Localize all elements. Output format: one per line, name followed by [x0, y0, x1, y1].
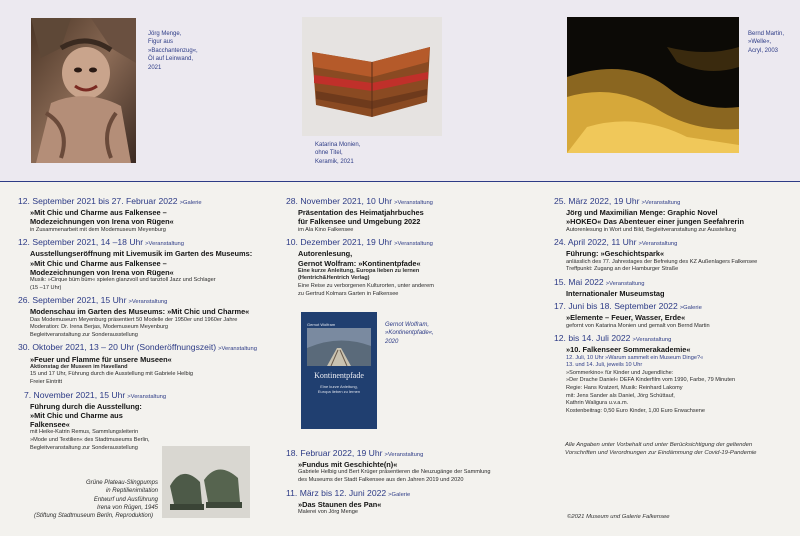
event-entry: 26. September 2021, 15 Uhr >Veranstaltung Modenschau im Garten des Museums: »Mit Chic und Charme« Das Modemuseum Meyenburg präsentiert 50 Modelle der 1950er und 1960er Jahre Moderation: Dr. Irena Berjas, Modemuseum Meyenburg Begleitveranstaltung zur Sonderausstellung — [18, 295, 250, 338]
event-entry: 17. Juni bis 18. September 2022 >Galerie »Elemente – Feuer, Wasser, Erde« gefornt von Katarina Monien und gemalt von Bernd Martin — [554, 301, 710, 329]
event-entry: 24. April 2022, 11 Uhr >Veranstaltung Führung: »Geschichtspark« anlässlich des 77. Jahrestages der Befreiung des KZ Außenlagers Falkensee Treffpunkt: Zugang an der Hamburger Straße — [554, 237, 758, 273]
event-entry: 11. März bis 12. Juni 2022 >Galerie »Das Staunen des Pan« Malerei von Jörg Menge — [286, 487, 411, 515]
copyright-note: ©2021 Museum und Galerie Falkensee — [567, 514, 670, 520]
event-entry: 28. November 2021, 10 Uhr >Veranstaltung Präsentation des Heimatjahrbuches für Falkensee und Umgebung 2022 im Ala Kino Falkensee — [286, 196, 433, 233]
program-column-2 — [286, 197, 546, 302]
event-entry: 12. bis 14. Juli 2022 >Veranstaltung »10. Falkenseer Sommerakademie« 12. Juli, 10 Uhr »Warum sammelt ein Museum Dinge?« 13. und 14. Juli, jeweils 10 Uhr »Sommerkino« für Kinder und Jugendliche: »Der Drache Daniel« DEFA Kinderfilm vom 1990, Farbe, 79 Minuten Regie: Hans Kratzert, Musik: Reinhard Lakomy mit: Jens Sander als Daniel, Jörg Schüttauf, Kathrin Waligura u.v.a.m. Kostenbeitrag: 0,50 Euro Kinder, 1,00 Euro Erwachsene — [554, 333, 736, 414]
ceramic-image — [302, 17, 442, 136]
event-entry: 18. Februar 2022, 19 Uhr >Veranstaltung »Fundus mit Geschichte(n)« Gabriele Helbig und Bert Krüger präsentieren die Neuzugänge der Sammlung des Museums der Stadt Falkensee aus den Jahren 2019 und 2020 — [286, 448, 491, 483]
program-column-2-bottom — [286, 449, 546, 521]
event-entry: 15. Mai 2022 >Veranstaltung Internationaler Museumstag — [554, 276, 665, 298]
event-entry: 12. September 2021 bis 27. Februar 2022 >Galerie »Mit Chic und Charme aus Falkensee – Modezeichnungen von Irena von Rügen« in Zusammenarbeit mit dem Modemuseum Meyenburg — [18, 196, 202, 233]
event-entry: 12. September 2021, 14 –18 Uhr >Veranstaltung Ausstellungseröffnung mit Livemusik im Garten des Museums: »Mit Chic und Charme aus Falkensee – Modezeichnungen von Irena von Rügen« Musik: »Cirque büm büm« spielen glanzvoll und tanztoll Jazz und Schlager (15 –17 Uhr) — [18, 237, 253, 291]
shoes-image — [162, 446, 250, 518]
program-column-1 — [18, 197, 280, 456]
acrylic-image — [567, 17, 739, 153]
shoes-caption: Grüne Plateau-Slingpumps in Reptilienimitation Entwurf und Ausführung Irena von Rügen, 1945 — [85, 480, 158, 512]
acrylic-caption: Bernd Martin, »Welle«, Acryl, 2003 — [748, 31, 785, 54]
painting-caption: Jörg Menge, Figur aus »Bacchantenzug«, Öl auf Leinwand, 2021 — [148, 31, 198, 71]
program-column-3 — [554, 197, 794, 419]
divider-line — [0, 181, 800, 182]
book-cover: Gernot Wolfram Kontinentpfade Eine kurze Anleitung, Europa lieben zu lernen — [301, 312, 377, 429]
disclaimer-note: Alle Angaben unter Vorbehalt und unter Berücksichtigung der geltenden Vorschriften und Verordnungen zur Eindämmung der Covid-19-Pandemie — [565, 442, 757, 456]
book-caption: Gernot Wolfram, »Kontinentpfade«, 2020 — [385, 322, 434, 345]
event-entry: 30. Oktober 2021, 13 – 20 Uhr (Sonderöffnungszeit) >Veranstaltung »Feuer und Flamme für unsere Museen« Aktionstag der Museen im Havelland 15 und 17 Uhr, Führung durch die Ausstellung mit Gabriele Helbig Freier Eintritt — [18, 342, 257, 385]
event-entry: 7. November 2021, 15 Uhr >Veranstaltung Führung durch die Ausstellung: »Mit Chic und Charme aus Falkensee« mit Heike-Katrin Remus, Sammlungsleiterin »Mode und Textilien« des Stadtmuseums Berlin, Begleitveranstaltung zur Sonderausstellung — [24, 389, 167, 451]
ceramic-caption: Katarina Monien, ohne Titel, Keramik, 2021 — [315, 142, 361, 165]
event-entry: 10. Dezember 2021, 19 Uhr >Veranstaltung Autorenlesung, Gernot Wolfram: »Kontinentpfade« Eine kurze Anleitung, Europa lieben zu lernen (Hentrich&Hentrich Verlag) Eine Reise zu verborgenen Kulturorten, unter anderem zu Gertrud Kolmars Garten in Falkensee — [286, 237, 434, 297]
event-entry: 25. März 2022, 19 Uhr >Veranstaltung Jörg und Maximilian Menge: Graphic Novel »HOKEO« Das Abenteuer einer jungen Seefahrerin Autorenlesung in Wort und Bild, Begleitveranstaltung zur Ausstellung — [554, 196, 744, 233]
shoes-credit: (Stiftung Stadtmuseum Berlin, Reproduktion) — [34, 513, 154, 519]
painting-image — [31, 18, 136, 163]
